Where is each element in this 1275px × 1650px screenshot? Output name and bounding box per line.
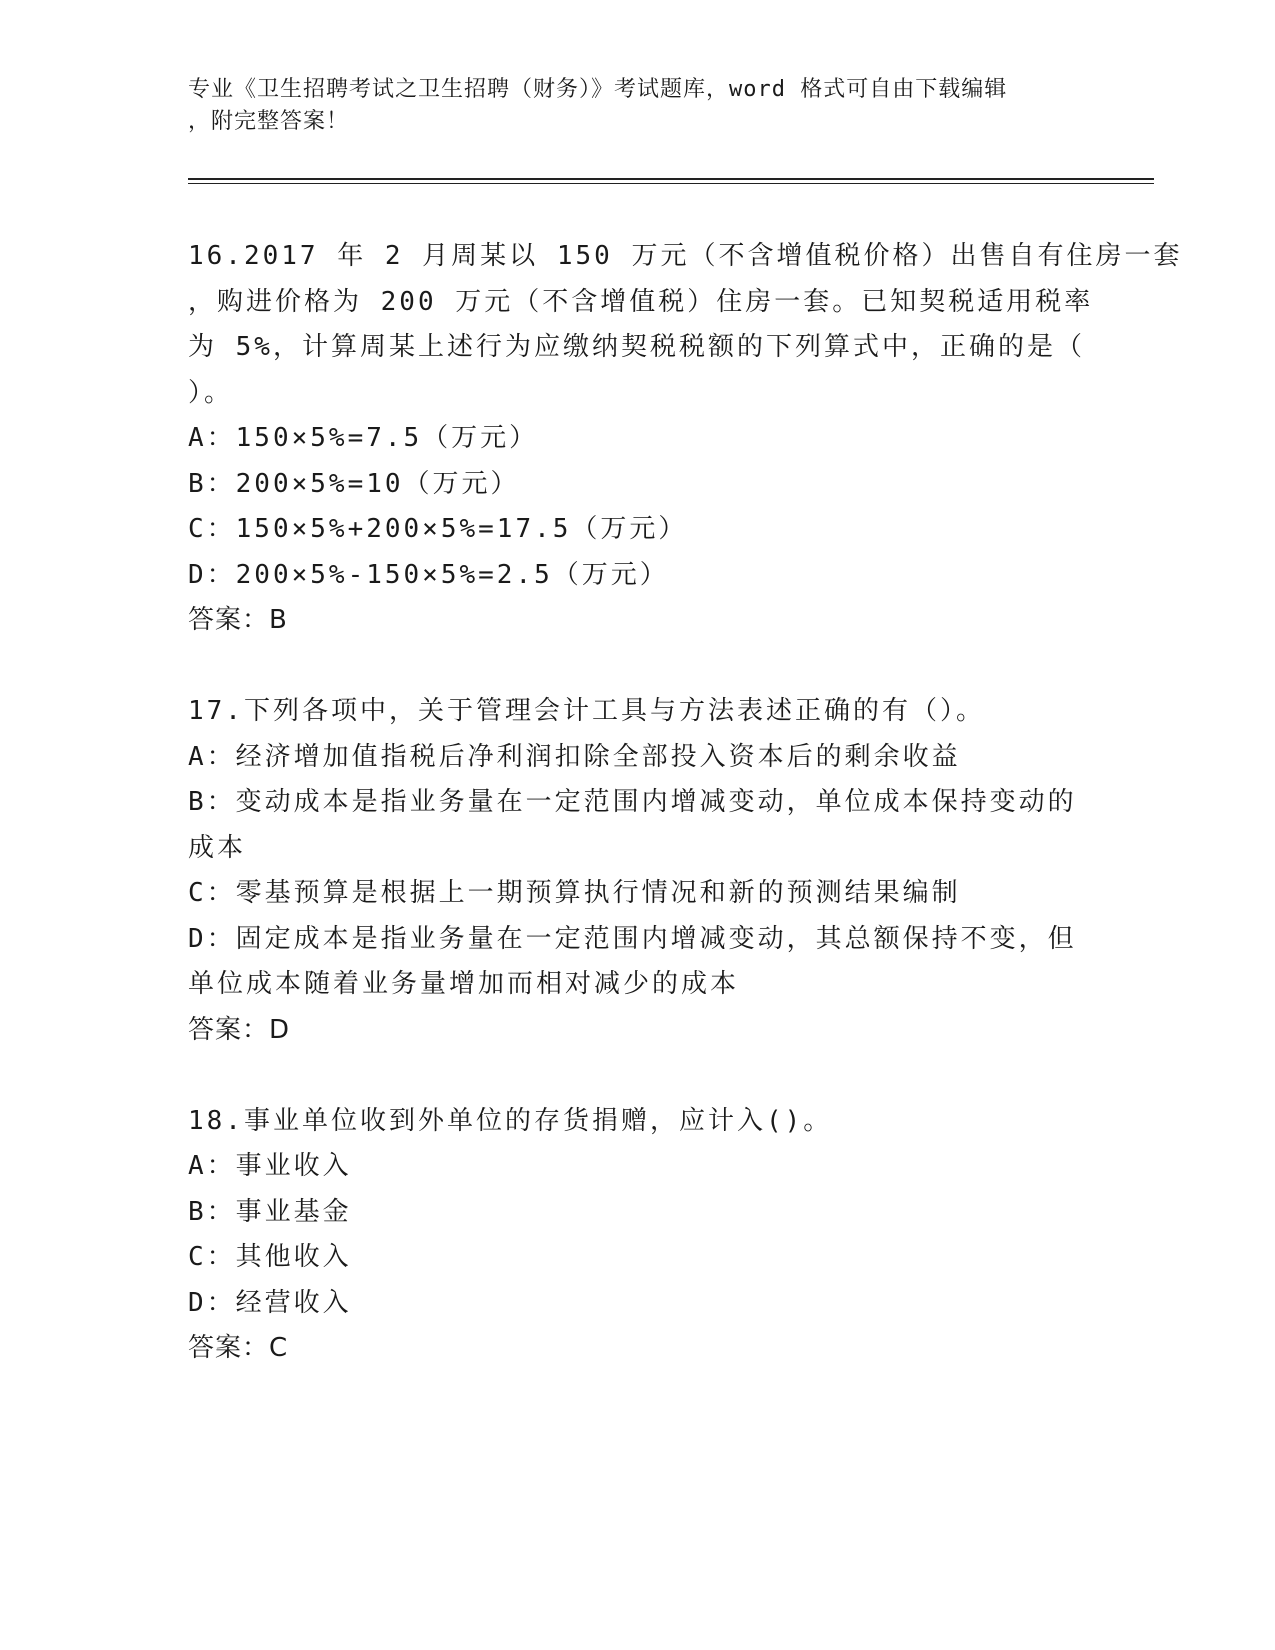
question-16 — [188, 234, 1183, 644]
option-b: B：变动成本是指业务量在一定范围内增减变动，单位成本保持变动的 — [188, 787, 1077, 817]
header-line-2: ，附完整答案！ — [188, 109, 350, 134]
option-c: C：零基预算是根据上一期预算执行情况和新的预测结果编制 — [188, 878, 961, 908]
option-d: D：200×5%-150×5%=2.5（万元） — [188, 559, 669, 590]
answer-label: 答案：D — [188, 1014, 291, 1045]
question-stem-line: 18.事业单位收到外单位的存货捐赠，应计入()。 — [188, 1105, 833, 1136]
question-stem-line: 16.2017 年 2 月周某以 150 万元（不含增值税价格）出售自有住房一套 — [188, 241, 1183, 271]
answer-label: 答案：B — [188, 605, 288, 635]
option-c: C：其他收入 — [188, 1242, 352, 1272]
option-b: B：事业基金 — [188, 1196, 352, 1227]
header-line-1: 专业《卫生招聘考试之卫生招聘（财务）》考试题库，word 格式可自由下载编辑 — [188, 77, 1008, 102]
option-b-continued: 成本 — [188, 832, 247, 863]
option-c: C：150×5%+200×5%=17.5（万元） — [188, 514, 688, 544]
question-stem-line: ）。 — [188, 377, 234, 408]
option-d: D：经营收入 — [188, 1287, 352, 1318]
question-17 — [188, 689, 1118, 1053]
option-a: A：150×5%=7.5（万元） — [188, 423, 539, 453]
document-header — [188, 74, 1088, 138]
question-18 — [188, 1099, 1118, 1372]
question-stem-line: 17.下列各项中，关于管理会计工具与方法表述正确的有（）。 — [188, 696, 985, 726]
header-divider-thick — [188, 178, 1154, 180]
option-b: B：200×5%=10（万元） — [188, 468, 520, 499]
header-divider-thin — [188, 183, 1154, 184]
question-stem-line: 为 5%，计算周某上述行为应缴纳契税税额的下列算式中，正确的是（ — [188, 332, 1085, 362]
question-list — [188, 234, 1183, 1372]
answer-label: 答案：C — [188, 1333, 289, 1363]
spacer — [188, 644, 1118, 690]
option-d-continued: 单位成本随着业务量增加而相对减少的成本 — [188, 969, 740, 999]
option-a: A：事业收入 — [188, 1151, 352, 1181]
question-stem-line: ，购进价格为 200 万元（不含增值税）住房一套。已知契税适用税率 — [188, 286, 1094, 317]
spacer — [188, 1053, 1118, 1099]
option-a: A：经济增加值指税后净利润扣除全部投入资本后的剩余收益 — [188, 741, 961, 772]
option-d: D：固定成本是指业务量在一定范围内增减变动，其总额保持不变，但 — [188, 923, 1077, 954]
